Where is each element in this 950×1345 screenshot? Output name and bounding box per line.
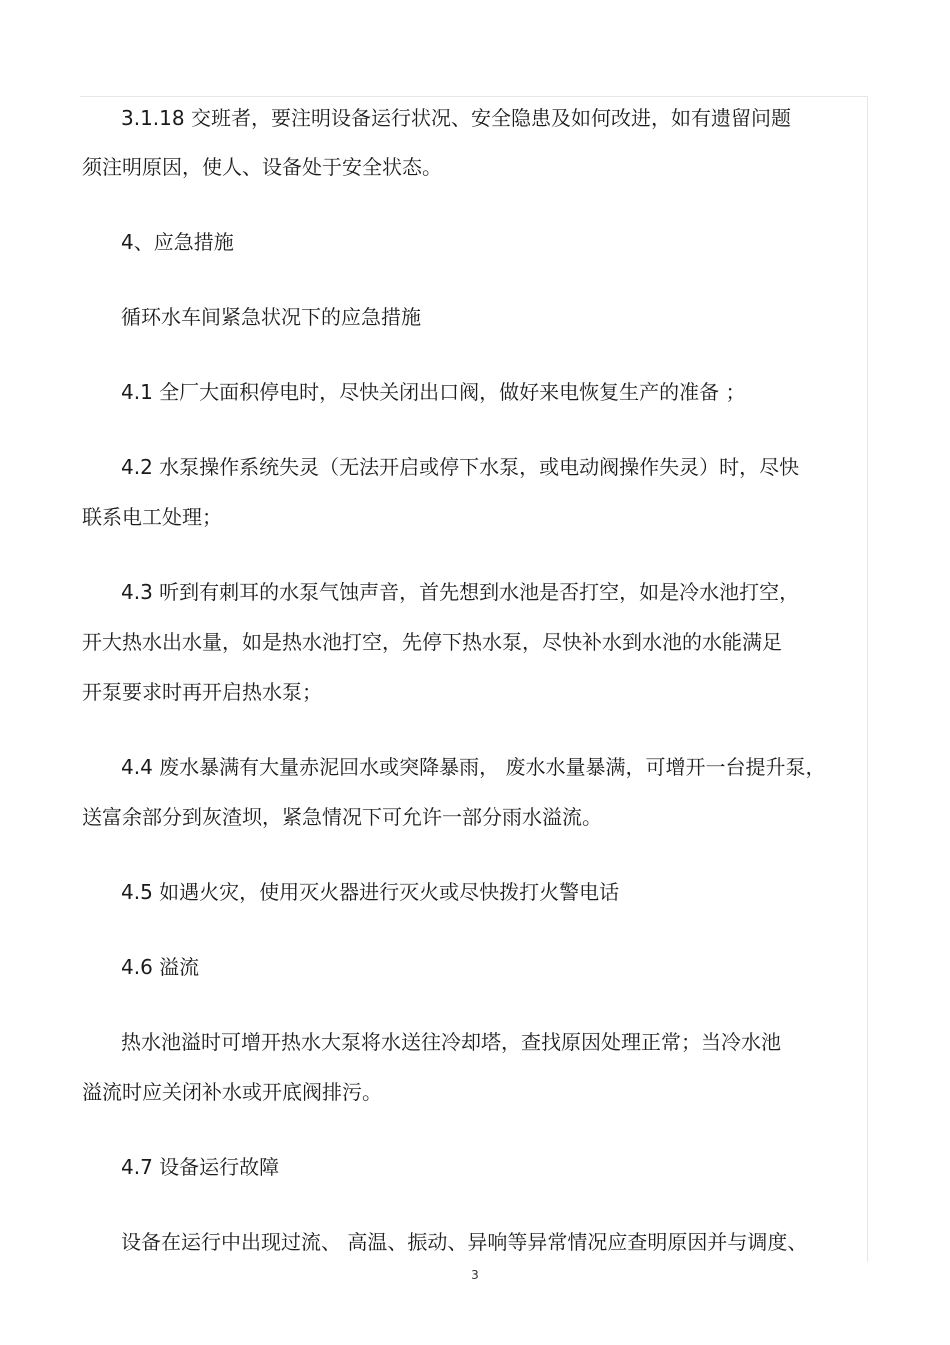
text-line: 热水池溢时可增开热水大泵将水送往冷却塔，查找原因处理正常；当冷水池 [121,1030,781,1054]
text-line: 须注明原因，使人、设备处于安全状态。 [82,155,442,179]
subsection-heading: 4.7 设备运行故障 [121,1155,280,1179]
text-line: 4.1 全厂大面积停电时，尽快关闭出口阀，做好来电恢复生产的准备 ； [121,380,746,404]
text-line: 4.2 水泵操作系统失灵（无法开启或停下水泵，或电动阀操作失灵）时，尽快 [121,455,800,479]
text-line: 溢流时应关闭补水或开底阀排污。 [82,1080,382,1104]
text-line: 送富余部分到灰渣坝，紧急情况下可允许一部分雨水溢流。 [82,805,602,829]
section-heading: 4、应急措施 [121,230,234,254]
text-line: 开泵要求时再开启热水泵； [82,680,322,704]
text-line: 3.1.18 交班者，要注明设备运行状况、安全隐患及如何改进，如有遗留问题 [121,106,791,130]
text-line: 开大热水出水量，如是热水池打空，先停下热水泵，尽快补水到水池的水能满足 [82,630,782,654]
text-line: 联系电工处理； [82,505,222,529]
text-line: 循环水车间紧急状况下的应急措施 [121,305,421,329]
text-line: 4.5 如遇火灾，使用灭火器进行灭火或尽快拨打火警电话 [121,880,620,904]
subsection-heading: 4.6 溢流 [121,955,200,979]
text-line: 4.4 废水暴满有大量赤泥回水或突降暴雨， 废水水量暴满，可增开一台提升泵， [121,755,826,779]
text-line: 4.3 听到有刺耳的水泵气蚀声音，首先想到水池是否打空，如是冷水池打空， [121,580,800,604]
page-number: 3 [471,1268,479,1282]
text-line: 设备在运行中出现过流、 高温、振动、异响等异常情况应查明原因并与调度、 [121,1230,808,1254]
